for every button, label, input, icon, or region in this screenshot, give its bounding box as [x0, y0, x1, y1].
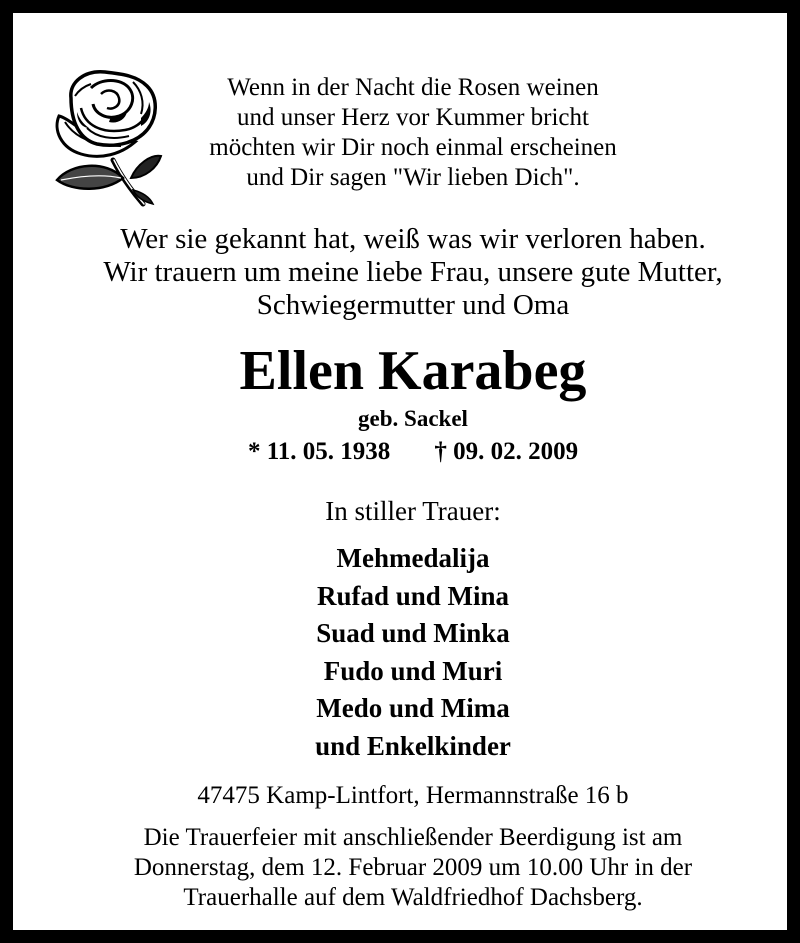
maiden-name: geb. Sackel	[358, 406, 468, 431]
intro-line: Schwiegermutter und Oma	[256, 289, 570, 321]
mourner-name: Suad und Minka	[316, 618, 510, 648]
mourner-name: Medo und Mima	[316, 693, 510, 723]
mourner-name: Fudo und Muri	[323, 655, 503, 686]
mourners-list	[33, 540, 793, 765]
birth-date: * 11. 05. 1938	[247, 438, 391, 465]
life-dates	[33, 437, 793, 467]
ceremony-line: Donnerstag, dem 12. Februar 2009 um 10.00 Uhr in der	[133, 854, 693, 881]
poem-line: möchten wir Dir noch einmal erscheinen	[209, 134, 617, 161]
mourner-name: Mehmedalija	[336, 543, 490, 573]
intro-line: Wer sie gekannt hat, weiß was wir verloren haben.	[120, 223, 706, 255]
ceremony-line: Trauerhalle auf dem Waldfriedhof Dachsberg.	[183, 884, 643, 911]
rose-icon	[51, 68, 166, 208]
deceased-name: Ellen Karabeg	[239, 340, 587, 402]
poem-line: und unser Herz vor Kummer bricht	[237, 104, 589, 131]
death-date: † 09. 02. 2009	[434, 438, 579, 465]
ceremony-line: Die Trauerfeier mit anschließender Beerdigung ist am	[143, 824, 683, 851]
poem-line: und Dir sagen "Wir lieben Dich".	[246, 164, 580, 191]
intro-line: Wir trauern um meine liebe Frau, unsere gute Mutter,	[103, 256, 723, 288]
poem-line: Wenn in der Nacht die Rosen weinen	[227, 74, 599, 101]
family-address: 47475 Kamp-Lintfort, Hermannstraße 16 b	[197, 782, 629, 809]
mourner-name: Rufad und Mina	[316, 580, 510, 611]
mourner-name: und Enkelkinder	[315, 730, 511, 761]
ceremony-info	[33, 823, 793, 913]
intro-text	[33, 223, 793, 322]
poem	[173, 73, 653, 193]
mourning-heading: In stiller Trauer:	[325, 496, 501, 526]
